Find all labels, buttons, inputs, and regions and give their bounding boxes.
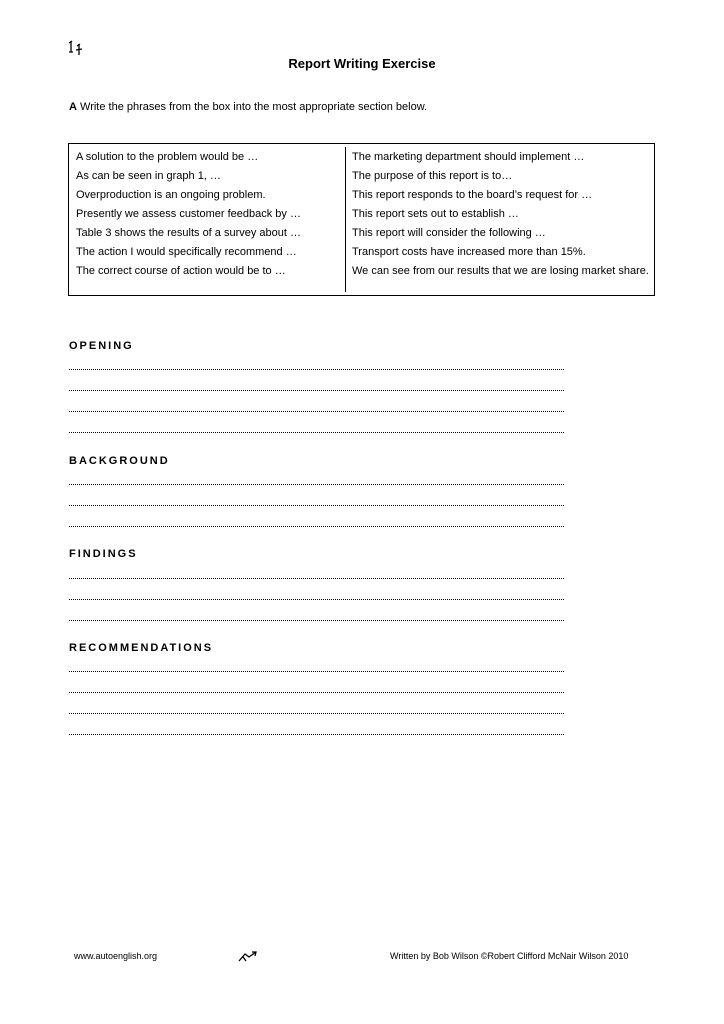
- phrase-item: Table 3 shows the results of a survey about …: [76, 227, 302, 239]
- section-heading-recommendations: RECOMMENDATIONS: [69, 642, 214, 654]
- signature-arrow-icon: [237, 948, 259, 964]
- instruction-label: A: [69, 101, 77, 113]
- answer-line[interactable]: [69, 733, 564, 735]
- phrase-item: This report responds to the board’s request for …: [352, 189, 593, 201]
- phrase-item: The action I would specifically recommend …: [76, 246, 297, 258]
- instruction-text: Write the phrases from the box into the most appropriate section below.: [76, 101, 428, 113]
- answer-line[interactable]: [69, 691, 564, 693]
- answer-line[interactable]: [69, 483, 564, 485]
- phrase-item: We can see from our results that we are losing market share.: [352, 265, 649, 277]
- phrase-item: A solution to the problem would be …: [76, 151, 259, 163]
- footer-website: www.autoenglish.org: [74, 951, 158, 961]
- answer-line[interactable]: [69, 577, 564, 579]
- phrase-item: The correct course of action would be to …: [76, 265, 286, 277]
- answer-line[interactable]: [69, 431, 564, 433]
- answer-line[interactable]: [69, 368, 564, 370]
- phrase-item: As can be seen in graph 1, …: [76, 170, 221, 182]
- answer-line[interactable]: [69, 410, 564, 412]
- answer-line[interactable]: [69, 712, 564, 714]
- answer-line[interactable]: [69, 619, 564, 621]
- phrase-item: The marketing department should implement …: [352, 151, 585, 163]
- phrase-item: The purpose of this report is to…: [352, 170, 513, 182]
- phrase-item: Transport costs have increased more than 15%.: [352, 246, 586, 258]
- answer-line[interactable]: [69, 389, 564, 391]
- section-heading-opening: OPENING: [69, 340, 134, 352]
- answer-line[interactable]: [69, 598, 564, 600]
- section-heading-background: BACKGROUND: [69, 455, 170, 467]
- phrase-item: Presently we assess customer feedback by …: [76, 208, 301, 220]
- answer-line[interactable]: [69, 525, 564, 527]
- page-title: Report Writing Exercise: [288, 56, 436, 71]
- answer-line[interactable]: [69, 504, 564, 506]
- phrase-box: [68, 143, 655, 296]
- phrase-column-right: [352, 148, 652, 278]
- answer-line[interactable]: [69, 670, 564, 672]
- section-heading-findings: FINDINGS: [69, 548, 138, 560]
- column-divider: [345, 147, 346, 292]
- footer-credit: Written by Bob Wilson ©Robert Clifford McNair Wilson 2010: [390, 951, 629, 961]
- phrase-item: This report will consider the following …: [352, 227, 546, 239]
- phrase-item: This report sets out to establish …: [352, 208, 519, 220]
- phrase-column-left: [76, 148, 338, 281]
- phrase-item: Overproduction is an ongoing problem.: [76, 189, 266, 201]
- instruction: [69, 101, 427, 113]
